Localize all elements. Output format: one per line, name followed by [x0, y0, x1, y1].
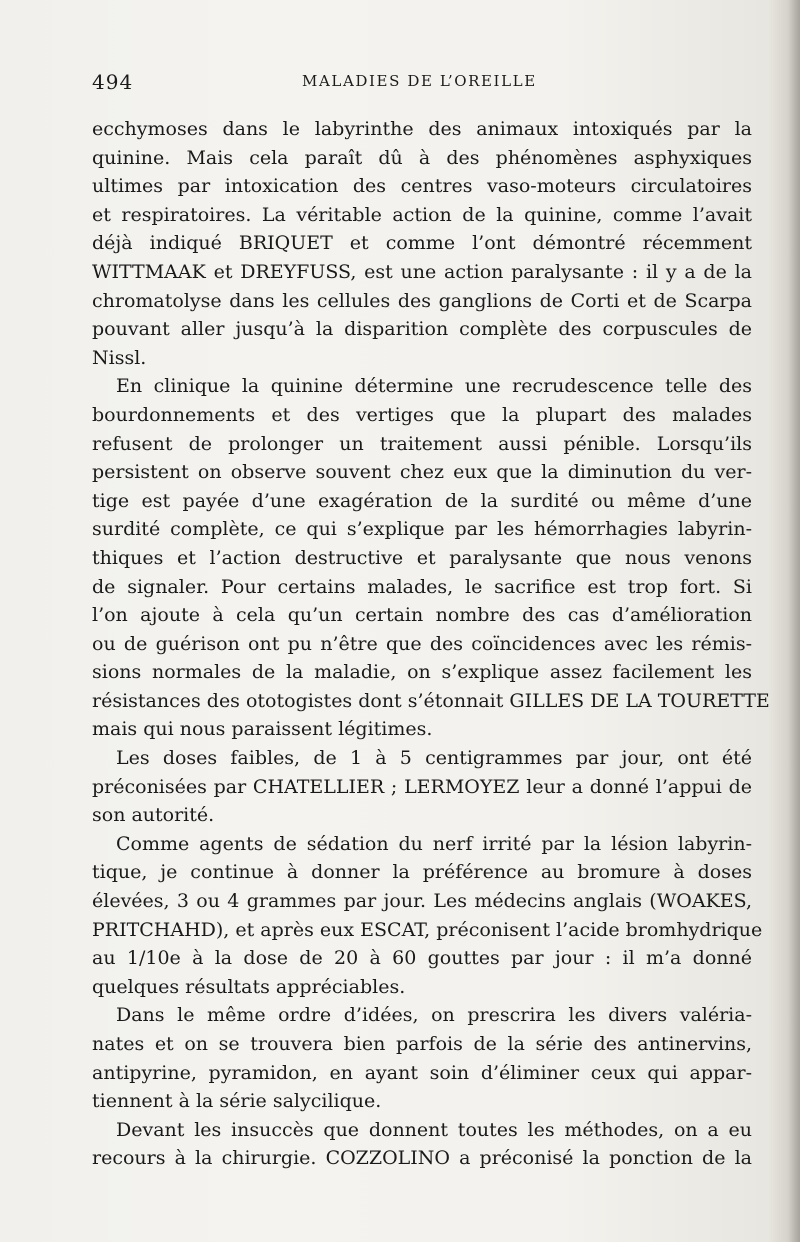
running-header	[92, 70, 752, 96]
text-line: recours à la chirurgie. COZZOLINO a préconisé la ponction de la	[92, 1147, 752, 1170]
text-line: son autorité.	[92, 804, 215, 827]
text-line: Comme agents de sédation du nerf irrité par la lésion labyrin-	[116, 832, 752, 855]
text-line: pouvant aller jusqu’à la disparition complète des corpuscules de	[92, 318, 752, 341]
text-line: quelques résultats appréciables.	[92, 975, 406, 998]
text-line: chromatolyse dans les cellules des ganglions de Corti et de Scarpa	[92, 289, 752, 312]
text-line: bourdonnements et des vertiges que la plupart des malades	[92, 403, 752, 426]
text-line: de signaler. Pour certains malades, le sacrifice est trop fort. Si	[92, 575, 752, 598]
text-line: tige est payée d’une exagération de la surdité ou même d’une	[92, 489, 752, 512]
text-line: résistances des ototogistes dont s’étonnait GILLES DE LA TOURETTE	[92, 689, 770, 712]
text-line: quinine. Mais cela paraît dû à des phénomènes asphyxiques	[92, 146, 752, 169]
text-line: WITTMAAK et DREYFUSS, est une action paralysante : il y a de la	[92, 260, 752, 283]
text-line: ecchymoses dans le labyrinthe des animaux intoxiqués par la	[92, 118, 752, 140]
text-line: mais qui nous paraissent légitimes.	[92, 718, 433, 741]
text-line: l’on ajoute à cela qu’un certain nombre des cas d’amélioration	[92, 604, 752, 627]
text-line: Les doses faibles, de 1 à 5 centigrammes par jour, ont été	[116, 747, 752, 770]
text-line: thiques et l’action destructive et paralysante que nous venons	[92, 546, 752, 569]
text-line: persistent on observe souvent chez eux que la diminution du ver-	[92, 461, 752, 484]
text-line: tique, je continue à donner la préférence au bromure à doses	[92, 861, 752, 884]
text-line: ou de guérison ont pu n’être que des coïncidences avec les rémis-	[92, 632, 752, 655]
text-line: préconisées par CHATELLIER ; LERMOYEZ leur a donné l’appui de	[92, 775, 752, 798]
text-line: tiennent à la série salycilique.	[92, 1090, 382, 1113]
page-number: 494	[92, 70, 134, 94]
text-line: Devant les insuccès que donnent toutes les méthodes, on a eu	[116, 1118, 752, 1141]
text-line: Nissl.	[92, 346, 147, 369]
header-title: MALADIES DE L’OREILLE	[302, 72, 537, 90]
text-line: nates et on se trouvera bien parfois de la série des antinervins,	[92, 1033, 752, 1055]
text-line: refusent de prolonger un traitement aussi pénible. Lorsqu’ils	[92, 432, 752, 455]
text-line: antipyrine, pyramidon, en ayant soin d’éliminer ceux qui appar-	[92, 1061, 752, 1084]
text-line: ultimes par intoxication des centres vaso-moteurs circulatoires	[92, 175, 752, 198]
text-line: au 1/10e à la dose de 20 à 60 gouttes par jour : il m’a donné	[92, 947, 752, 970]
text-line: En clinique la quinine détermine une recrudescence telle des	[116, 375, 752, 398]
text-line: déjà indiqué BRIQUET et comme l’ont démontré récemment	[92, 232, 752, 255]
page-edge-shadow	[788, 0, 800, 1242]
text-line: PRITCHAHD), et après eux ESCAT, préconisent l’acide bromhydrique	[92, 918, 763, 941]
body-text	[92, 115, 770, 1173]
text-line: et respiratoires. La véritable action de la quinine, comme l’avait	[92, 203, 752, 226]
text-line: Dans le même ordre d’idées, on prescrira les divers valéria-	[116, 1004, 752, 1027]
text-line: sions normales de la maladie, on s’explique assez facilement les	[92, 661, 752, 684]
text-line: élevées, 3 ou 4 grammes par jour. Les médecins anglais (WOAKES,	[92, 890, 752, 913]
text-line: surdité complète, ce qui s’explique par les hémorrhagies labyrin-	[92, 518, 752, 541]
